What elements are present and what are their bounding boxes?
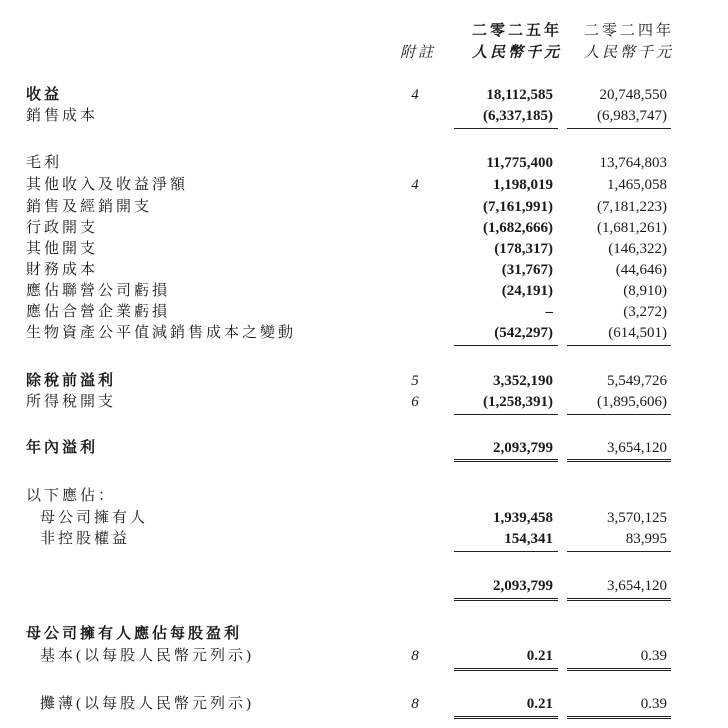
value-2025: – <box>545 304 553 320</box>
total-double-rule <box>454 716 558 719</box>
value-2025: 2,093,799 <box>493 578 553 594</box>
row-label: 年內溢利 <box>26 440 99 456</box>
total-double-rule <box>567 598 671 601</box>
subtotal-rule <box>567 345 671 346</box>
row-label: 除稅前溢利 <box>26 373 117 389</box>
value-2024: 3,654,120 <box>607 578 667 594</box>
row-label: 應佔合營企業虧損 <box>26 304 171 320</box>
value-2024: (7,181,223) <box>597 199 667 215</box>
value-2025: (31,767) <box>501 262 553 278</box>
subtotal-rule <box>454 414 558 415</box>
row-note: 8 <box>411 648 419 664</box>
row-gross-profit <box>0 152 728 174</box>
subtotal-rule <box>454 345 558 346</box>
row-label: 所得稅開支 <box>26 394 117 410</box>
row-eps-heading <box>0 623 728 645</box>
value-2024: 3,570,125 <box>607 510 667 526</box>
value-2024: 13,764,803 <box>599 155 667 171</box>
col-2025-unit-header: 人民幣千元 <box>471 45 562 61</box>
row-cost-of-sales <box>0 105 728 127</box>
row-revenue <box>0 84 728 106</box>
row-finance-costs <box>0 259 728 281</box>
subtotal-rule <box>454 551 558 552</box>
total-double-rule <box>454 668 558 671</box>
value-2025: 1,939,458 <box>493 510 553 526</box>
row-label: 母公司擁有人應佔每股盈利 <box>26 626 243 642</box>
row-label: 攤薄(以每股人民幣元列示) <box>40 696 254 712</box>
value-2025: (7,161,991) <box>483 199 553 215</box>
row-label: 其他開支 <box>26 241 99 257</box>
value-2024: (3,272) <box>623 304 667 320</box>
row-label: 其他收入及收益淨額 <box>26 177 189 193</box>
value-2025: 11,775,400 <box>486 155 553 171</box>
total-double-rule <box>454 598 558 601</box>
value-2024: 83,995 <box>625 531 667 547</box>
value-2024: (6,983,747) <box>597 108 667 124</box>
row-eps-diluted <box>0 693 728 715</box>
row-attributable-total <box>0 575 728 597</box>
total-double-rule <box>567 459 671 462</box>
value-2024: 0.39 <box>640 696 667 712</box>
row-eps-basic <box>0 645 728 667</box>
row-note: 5 <box>411 373 419 389</box>
row-label: 基本(以每股人民幣元列示) <box>40 648 254 664</box>
value-2025: (6,337,185) <box>483 108 553 124</box>
row-note: 4 <box>411 87 419 103</box>
total-double-rule <box>567 668 671 671</box>
col-2024-year-header: 二零二四年 <box>583 23 674 39</box>
value-2024: (1,681,261) <box>597 220 667 236</box>
row-admin-expenses <box>0 217 728 239</box>
total-double-rule <box>454 459 558 462</box>
row-share-of-associates-loss <box>0 280 728 302</box>
row-label: 財務成本 <box>26 262 99 278</box>
row-label: 銷售成本 <box>26 108 99 124</box>
value-2025: 154,341 <box>504 531 553 547</box>
value-2025: (1,258,391) <box>483 394 553 410</box>
value-2025: (1,682,666) <box>483 220 553 236</box>
row-other-income <box>0 174 728 196</box>
value-2025: (24,191) <box>501 283 553 299</box>
row-profit-before-tax <box>0 370 728 392</box>
col-2024-unit-header: 人民幣千元 <box>583 45 674 61</box>
row-note: 6 <box>411 394 419 410</box>
subtotal-rule <box>454 128 558 129</box>
value-2025: 3,352,190 <box>493 373 553 389</box>
subtotal-rule <box>567 128 671 129</box>
row-profit-for-year <box>0 437 728 459</box>
total-double-rule <box>567 716 671 719</box>
value-2025: 2,093,799 <box>493 440 553 456</box>
row-note: 8 <box>411 696 419 712</box>
row-label: 收益 <box>26 87 63 103</box>
row-attributable-to <box>0 485 728 507</box>
subtotal-rule <box>567 414 671 415</box>
value-2025: (178,317) <box>494 241 553 257</box>
row-label: 生物資產公平值減銷售成本之變動 <box>26 325 297 341</box>
value-2024: (146,322) <box>608 241 667 257</box>
value-2024: 1,465,058 <box>607 177 667 193</box>
row-owners-of-parent <box>0 507 728 529</box>
row-other-expenses <box>0 238 728 260</box>
row-biological-assets-change <box>0 322 728 344</box>
value-2025: (542,297) <box>494 325 553 341</box>
value-2024: (8,910) <box>623 283 667 299</box>
row-label: 非控股權益 <box>40 531 131 547</box>
row-selling-expenses <box>0 196 728 218</box>
value-2025: 0.21 <box>526 696 553 712</box>
value-2024: 0.39 <box>640 648 667 664</box>
value-2024: (614,501) <box>608 325 667 341</box>
value-2025: 0.21 <box>526 648 553 664</box>
col-2025-year-header: 二零二五年 <box>471 23 562 39</box>
value-2024: (1,895,606) <box>597 394 667 410</box>
row-income-tax <box>0 391 728 413</box>
row-note: 4 <box>411 177 419 193</box>
note-column-header: 附註 <box>399 45 436 61</box>
row-non-controlling-interests <box>0 528 728 550</box>
row-label: 母公司擁有人 <box>40 510 149 526</box>
row-label: 毛利 <box>26 155 63 171</box>
row-label: 應佔聯營公司虧損 <box>26 283 171 299</box>
value-2024: 3,654,120 <box>607 440 667 456</box>
row-label: 行政開支 <box>26 220 99 236</box>
row-label: 銷售及經銷開支 <box>26 199 153 215</box>
row-label: 以下應佔： <box>26 488 117 504</box>
row-share-of-jv-loss <box>0 301 728 323</box>
value-2024: 5,549,726 <box>607 373 667 389</box>
value-2025: 18,112,585 <box>486 87 553 103</box>
value-2024: (44,646) <box>615 262 667 278</box>
value-2025: 1,198,019 <box>493 177 553 193</box>
subtotal-rule <box>567 551 671 552</box>
value-2024: 20,748,550 <box>599 87 667 103</box>
